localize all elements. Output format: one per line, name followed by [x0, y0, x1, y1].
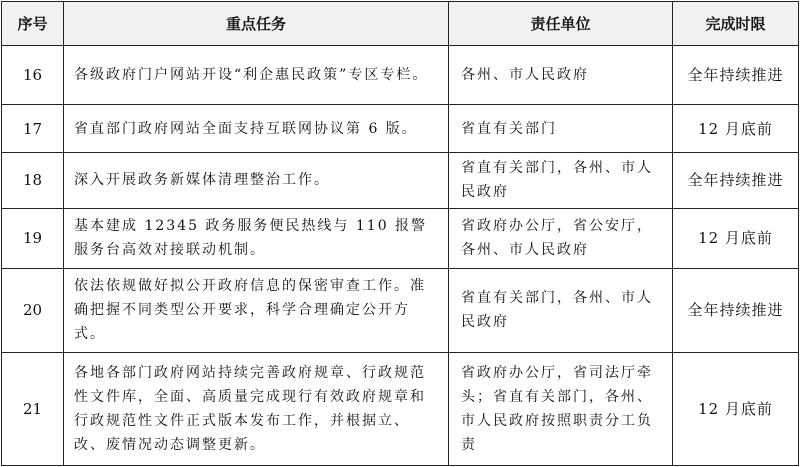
- row-deadline: 12 月底前: [673, 209, 799, 268]
- header-deadline: 完成时限: [673, 2, 799, 46]
- row-unit: 省直有关部门: [449, 105, 673, 152]
- row-deadline: 全年持续推进: [673, 152, 799, 208]
- row-number: 18: [2, 152, 64, 208]
- header-row: [2, 2, 799, 46]
- row-deadline: 12 月底前: [673, 105, 799, 152]
- row-number: 20: [2, 268, 64, 353]
- row-deadline: 全年持续推进: [673, 268, 799, 353]
- header-seq: 序号: [2, 2, 64, 46]
- row-unit: 省直有关部门，各州、市人民政府: [449, 268, 673, 353]
- row-deadline: 全年持续推进: [673, 46, 799, 105]
- row-task: 省直部门政府网站全面支持互联网协议第 6 版。: [64, 105, 449, 152]
- row-unit: 省政府办公厅，省公安厅，各州、市人民政府: [449, 209, 673, 268]
- table-row: [2, 209, 799, 268]
- row-deadline: 12 月底前: [673, 353, 799, 466]
- row-number: 19: [2, 209, 64, 268]
- row-task: 深入开展政务新媒体清理整治工作。: [64, 152, 449, 208]
- row-task: 各级政府门户网站开设“利企惠民政策”专区专栏。: [64, 46, 449, 105]
- header-task: 重点任务: [64, 2, 449, 46]
- row-number: 16: [2, 46, 64, 105]
- row-task: 基本建成 12345 政务服务便民热线与 110 报警服务台高效对接联动机制。: [64, 209, 449, 268]
- table-row: [2, 353, 799, 466]
- table-row: [2, 46, 799, 105]
- table-row: [2, 268, 799, 353]
- row-number: 17: [2, 105, 64, 152]
- row-unit: 省直有关部门，各州、市人民政府: [449, 152, 673, 208]
- row-unit: 各州、市人民政府: [449, 46, 673, 105]
- table-row: [2, 105, 799, 152]
- row-task: 依法依规做好拟公开政府信息的保密审查工作。准确把握不同类型公开要求，科学合理确定公开方式。: [64, 268, 449, 353]
- row-number: 21: [2, 353, 64, 466]
- row-task: 各地各部门政府网站持续完善政府规章、行政规范性文件库，全面、高质量完成现行有效政府规章和行政规范性文件正式版本发布工作，并根据立、改、废情况动态调整更新。: [64, 353, 449, 466]
- table-row: [2, 152, 799, 208]
- tasks-table: [1, 1, 799, 466]
- row-unit: 省政府办公厅，省司法厅牵头；省直有关部门，各州、市人民政府按照职责分工负责: [449, 353, 673, 466]
- header-unit: 责任单位: [449, 2, 673, 46]
